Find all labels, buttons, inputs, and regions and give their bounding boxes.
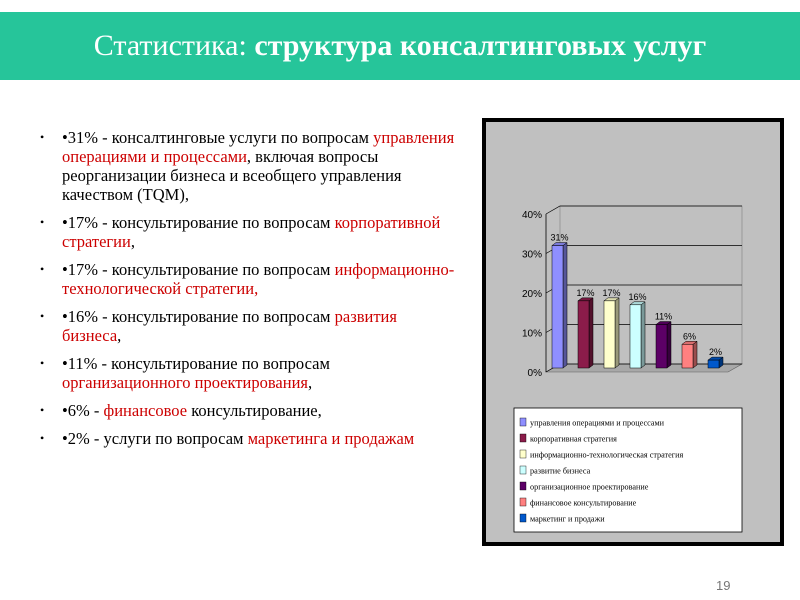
title-prefix: Статистика: [93, 29, 247, 62]
legend-label: маркетинг и продажи [530, 514, 605, 524]
bullet-text: , включая вопросы реорганизации бизнеса и всеобщего управления качеством (TQM), [62, 147, 402, 204]
legend-label: развитие бизнеса [530, 466, 591, 476]
bar-side [615, 298, 619, 368]
bar-value-label: 31% [550, 232, 569, 243]
highlighted-text: маркетинга и продажам [247, 429, 415, 448]
bullet-item [40, 429, 460, 448]
bullet-marker: • [40, 356, 45, 370]
legend-label: управления операциями и процессами [530, 418, 665, 428]
highlighted-text: управления операциями и процессами [62, 128, 455, 166]
bullet-item [40, 307, 460, 345]
bar-value-label: 17% [602, 287, 621, 298]
bar-side [563, 243, 567, 368]
highlighted-text: организационного проектирования [62, 373, 308, 392]
bullet-item [40, 213, 460, 251]
bullet-text: •31% - консалтинговые услуги по вопросам [62, 128, 374, 147]
bar [630, 305, 641, 368]
highlighted-text: развития бизнеса [62, 307, 397, 345]
legend-swatch [520, 418, 526, 426]
bar-side [693, 341, 697, 368]
bullet-text: , [308, 373, 313, 392]
y-tick-label: 30% [521, 249, 542, 261]
bar [578, 301, 589, 368]
bar-side [667, 322, 671, 368]
bullet-text: консультирование, [187, 401, 322, 420]
bar-value-label: 6% [682, 331, 697, 342]
bullet-marker: • [40, 403, 45, 417]
bar-chart [486, 122, 780, 542]
bullet-marker: • [40, 215, 45, 229]
bullet-text: •17% - консультирование по вопросам [62, 260, 335, 279]
bullet-text: •2% - услуги по вопросам [62, 429, 248, 448]
bullet-text: •16% - консультирование по вопросам [62, 307, 335, 326]
bullet-item [40, 260, 460, 298]
bullet-item [40, 354, 460, 392]
bullet-marker: • [40, 431, 45, 445]
legend-swatch [520, 482, 526, 490]
bar-value-label: 16% [628, 291, 647, 302]
highlighted-text: корпоративной стратегии [62, 213, 441, 251]
bar [708, 360, 719, 368]
chart-frame [482, 118, 784, 546]
bar [682, 344, 693, 368]
bullet-marker: • [40, 130, 45, 144]
y-tick-label: 20% [521, 289, 542, 300]
legend-swatch [520, 434, 526, 442]
slide-title [94, 29, 706, 63]
bullet-text: •6% - [62, 401, 104, 420]
bar-side [589, 298, 593, 368]
legend-swatch [520, 466, 526, 474]
bullet-item [40, 128, 460, 204]
bar [656, 325, 667, 368]
bullet-text: •17% - консультирование по вопросам [62, 213, 335, 232]
bar-value-label: 2% [708, 347, 723, 358]
bar [552, 246, 563, 368]
bullet-text: , [130, 232, 135, 251]
bullet-item [40, 401, 460, 420]
highlighted-text: финансовое [103, 401, 188, 420]
legend-swatch [520, 450, 526, 458]
bar [604, 301, 615, 368]
bullet-marker: • [40, 262, 45, 276]
bullet-marker: • [40, 309, 45, 323]
legend-swatch [520, 498, 526, 506]
y-tick-label: 0% [527, 368, 542, 379]
title-main: структура консалтинговых услуг [254, 29, 707, 62]
highlighted-text: информационно-технологической стратегии, [62, 260, 455, 298]
page-number: 19 [716, 578, 731, 593]
bullet-text: , [117, 326, 122, 345]
legend-swatch [520, 514, 526, 522]
bar-value-label: 17% [576, 287, 595, 298]
title-bar [0, 12, 800, 80]
bullet-list [40, 128, 460, 457]
legend-label: организационное проектирование [530, 482, 649, 492]
bullet-text: •11% - консультирование по вопросам [62, 354, 330, 373]
y-tick-label: 40% [521, 210, 542, 221]
bar-value-label: 11% [654, 311, 673, 322]
legend-label: финансовое консультирование [530, 498, 637, 508]
legend-label: информационно-технологическая стратегия [530, 450, 684, 460]
y-tick-label: 10% [521, 328, 542, 340]
legend-label: корпоративная стратегия [530, 434, 617, 444]
bar-side [641, 302, 645, 368]
